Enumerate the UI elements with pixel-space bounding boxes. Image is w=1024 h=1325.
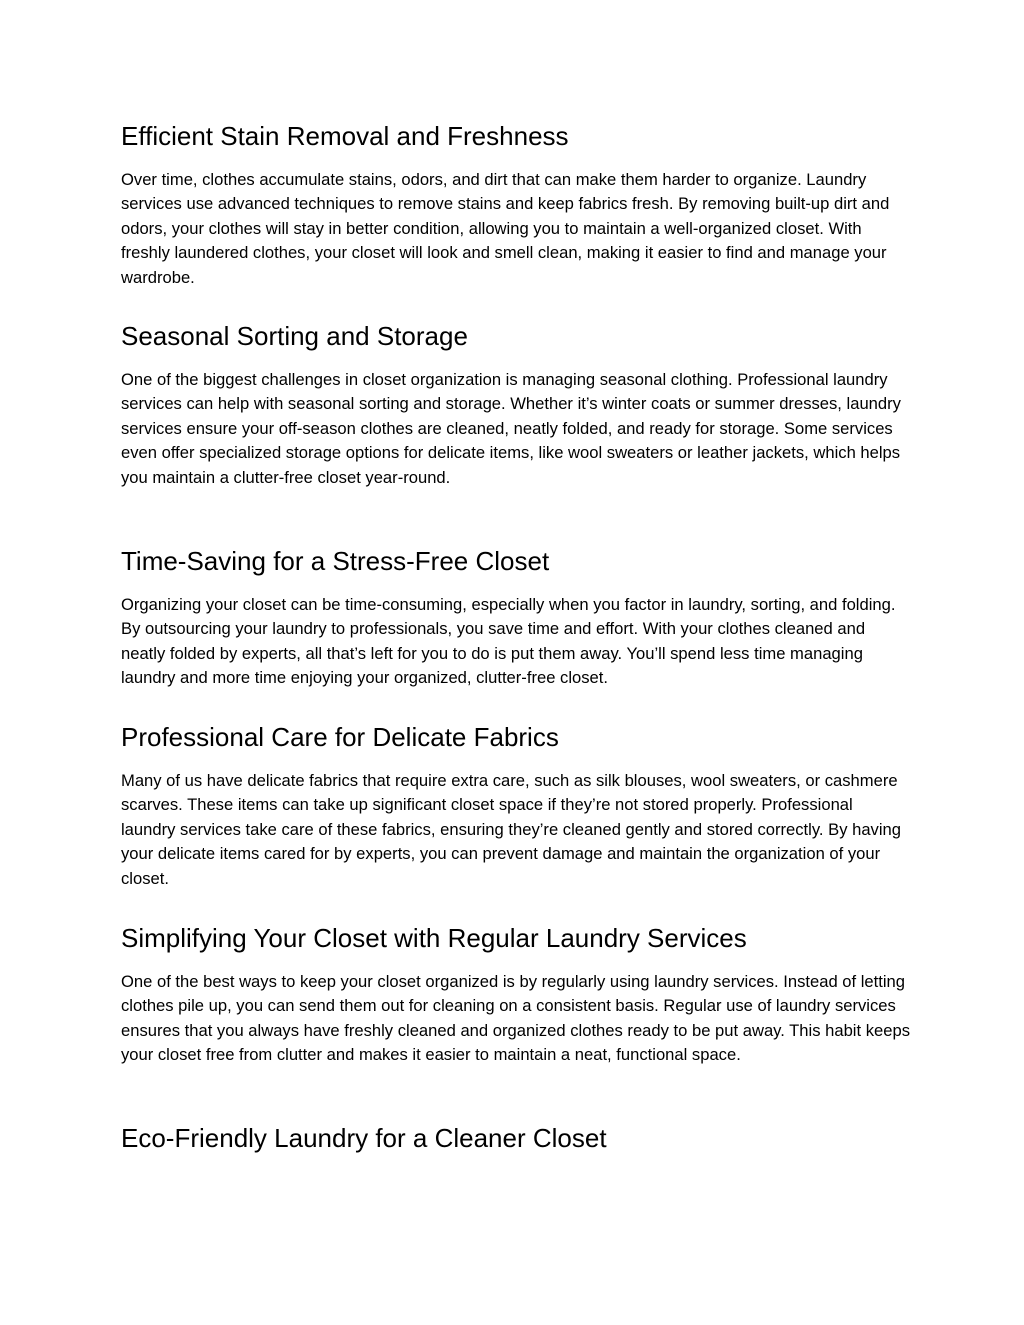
section-regular-services xyxy=(121,923,911,1065)
section-eco-friendly xyxy=(121,1123,911,1153)
section-paragraph: One of the biggest challenges in closet organization is managing seasonal clothing. Professional laundry services can help with seasonal sorting and storage. Whether it’s winter coats or summer dresses, laundry services ensure your off-season clothes are cleaned, neatly folded, and ready for storage. Some services even offer specialized storage options for delicate items, like wool sweaters or leather jackets, which helps you maintain a clutter-free closet year-round. xyxy=(121,370,901,487)
section-heading: Time-Saving for a Stress-Free Closet xyxy=(121,546,550,576)
section-seasonal-sorting xyxy=(121,321,911,487)
section-heading: Efficient Stain Removal and Freshness xyxy=(121,121,569,151)
section-paragraph: Organizing your closet can be time-consuming, especially when you factor in laundry, sorting, and folding. By outsourcing your laundry to professionals, you save time and effort. With your clothes cleaned and neatly folded by experts, all that’s left for you to do is put them away. You’ll spend less time managing laundry and more time enjoying your organized, clutter-free closet. xyxy=(121,595,896,688)
section-heading: Seasonal Sorting and Storage xyxy=(121,321,468,351)
section-paragraph: One of the best ways to keep your closet organized is by regularly using laundry services. Instead of letting clothes pile up, you can send them out for cleaning on a consistent basis. Regular use of laundry services ensures that you always have freshly cleaned and organized clothes ready to be put away. This habit keeps your closet free from clutter and makes it easier to maintain a neat, functional space. xyxy=(121,972,910,1065)
section-time-saving xyxy=(121,546,911,688)
section-heading: Eco-Friendly Laundry for a Cleaner Closet xyxy=(121,1123,607,1153)
section-delicate-fabrics xyxy=(121,722,911,888)
section-paragraph: Many of us have delicate fabrics that require extra care, such as silk blouses, wool sweaters, or cashmere scarves. These items can take up significant closet space if they’re not stored properly. Professional laundry services take care of these fabrics, ensuring they’re cleaned gently and stored correctly. By having your delicate items cared for by experts, you can prevent damage and maintain the organization of your closet. xyxy=(121,771,902,888)
section-paragraph: Over time, clothes accumulate stains, odors, and dirt that can make them harder to organize. Laundry services use advanced techniques to remove stains and keep fabrics fresh. By removing built-up dirt and odors, your clothes will stay in better condition, allowing you to maintain a well-organized closet. With freshly laundered clothes, your closet will look and smell clean, making it easier to find and manage your wardrobe. xyxy=(121,170,890,287)
section-heading: Simplifying Your Closet with Regular Laundry Services xyxy=(121,923,747,953)
section-heading: Professional Care for Delicate Fabrics xyxy=(121,722,559,752)
section-stain-removal xyxy=(121,121,911,287)
